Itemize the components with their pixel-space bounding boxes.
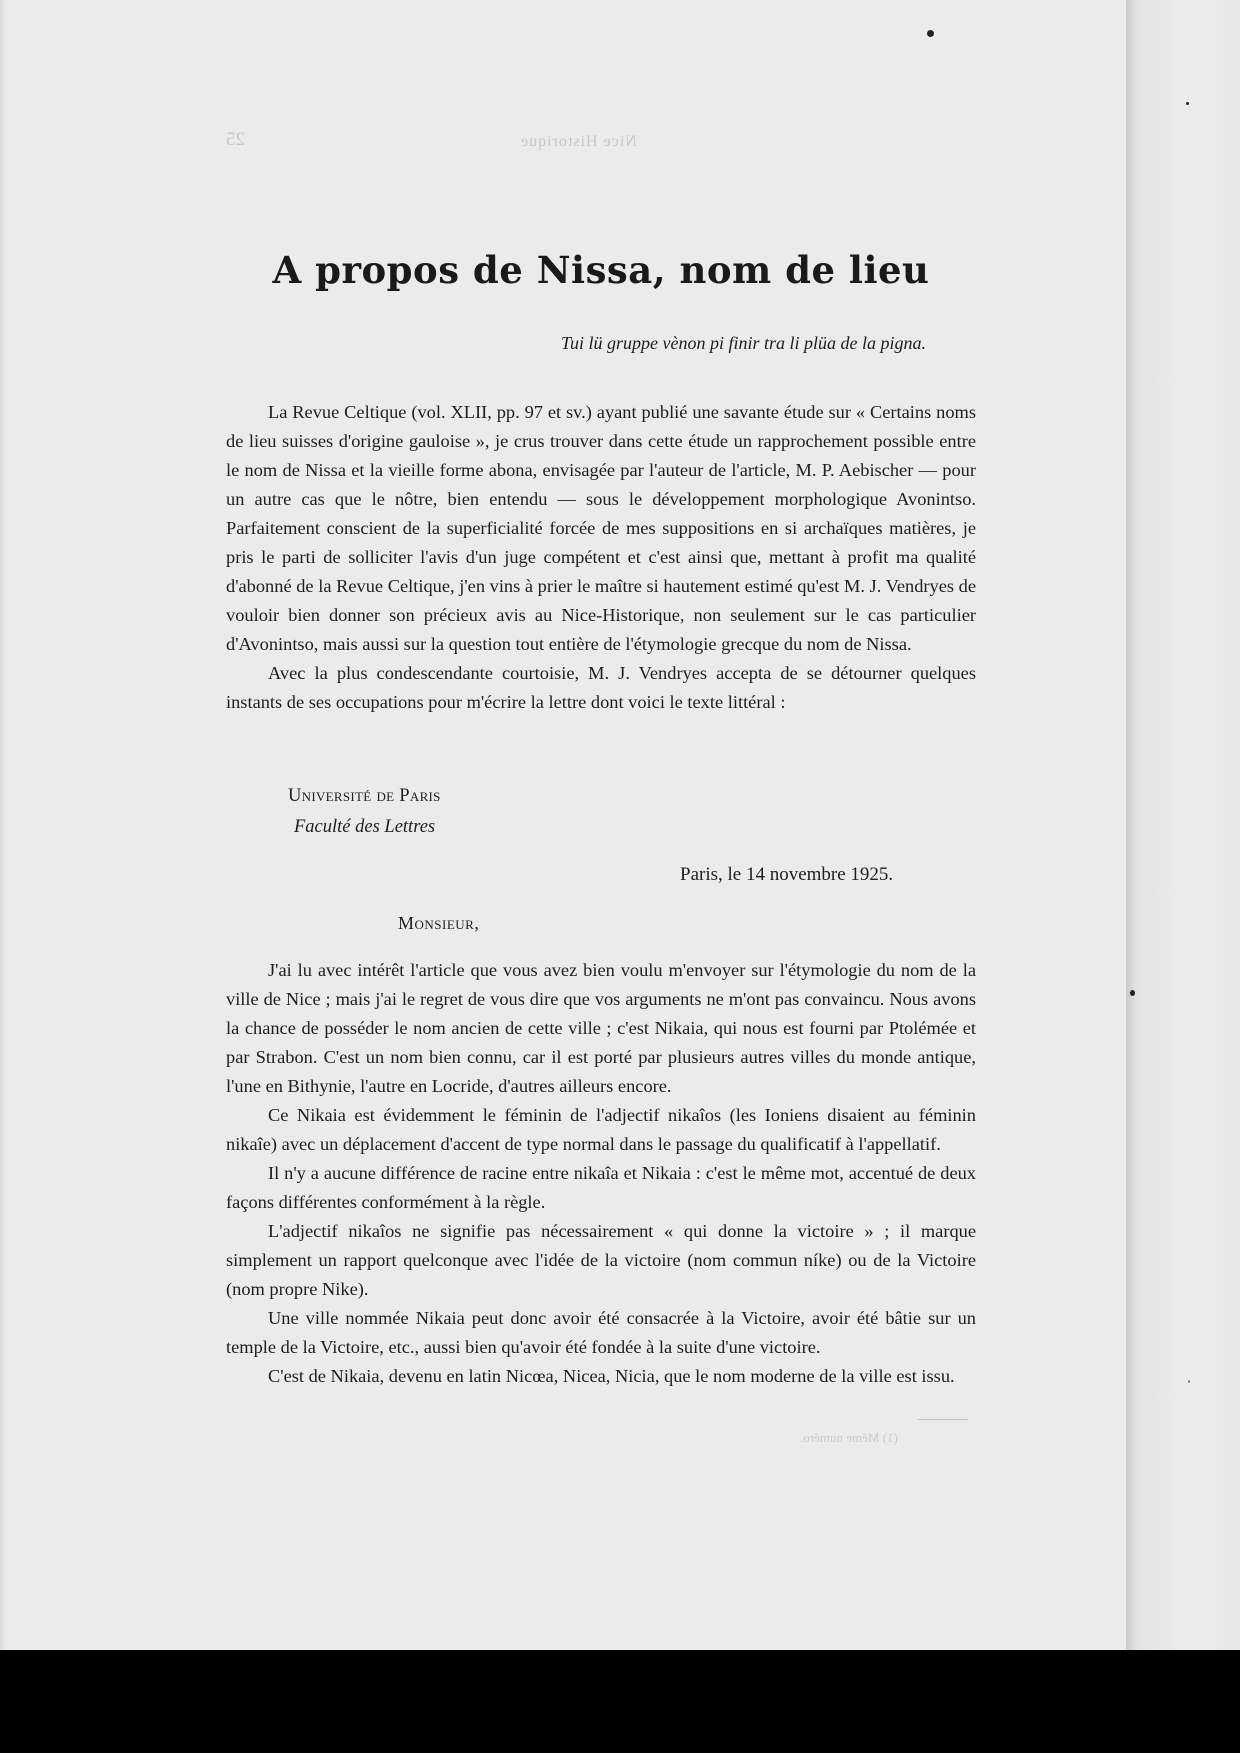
bleed-page-number: 25 <box>226 129 245 150</box>
footnote-rule <box>918 1419 968 1420</box>
letterhead-university: Université de Paris <box>288 786 441 806</box>
adjacent-page-edge <box>1126 0 1240 1650</box>
ink-speck <box>1188 1380 1190 1383</box>
bleed-footnote: (1) Même numéro. <box>800 1430 898 1445</box>
letterhead-faculty: Faculté des Lettres <box>294 817 436 837</box>
ink-speck <box>1130 990 1135 996</box>
intro-paragraph: Avec la plus condescendante courtoisie, M. J. Vendryes accepta de se détourner quelques instants de ses occupations pour m'écrire la lettre dont voici le texte littéral : <box>226 663 976 712</box>
letter-body <box>226 956 976 1391</box>
letter-dateline: Paris, le 14 novembre 1925. <box>680 864 894 885</box>
article-title: A propos de Nissa, nom de lieu <box>272 248 930 292</box>
letter-paragraph: Ce Nikaia est évidemment le féminin de l'adjectif nikaîos (les Ioniens disaient au féminin nikaîe) avec un déplacement d'accent de type normal dans le passage du qualificatif à l'appellatif. <box>226 1105 976 1154</box>
ink-speck <box>927 30 934 37</box>
letter-salutation: Monsieur, <box>398 913 480 933</box>
intro-paragraph: La Revue Celtique (vol. XLII, pp. 97 et sv.) ayant publié une savante étude sur « Certains noms de lieu suisses d'origine gauloise », je crus trouver dans cette étude un rapprochement possible entre le nom de Nissa et la vieille forme abona, envisagée par l'auteur de l'article, M. P. Aebischer — pour un autre cas que le nôtre, bien entendu — sous le développement morphologique Avonintso. Parfaitement conscient de la superficialité forcée de mes suppositions en si archaïques matières, je pris le parti de solliciter l'avis d'un juge compétent et c'est ainsi que, mettant à profit ma qualité d'abonné de la Revue Celtique, j'en vins à prier le maître si hautement estimé qu'est M. J. Vendryes de vouloir bien donner son précieux avis au Nice-Historique, non seulement sur le cas particulier d'Avonintso, mais aussi sur la question tout entière de l'étymologie grecque du nom de Nissa. <box>226 402 976 654</box>
letter-letterhead <box>288 781 688 843</box>
intro-section <box>226 398 976 717</box>
letter-paragraph: J'ai lu avec intérêt l'article que vous avez bien voulu m'envoyer sur l'étymologie du nom de la ville de Nice ; mais j'ai le regret de vous dire que vos arguments ne m'ont pas convaincu. Nous avons la chance de posséder le nom ancien de cette ville ; c'est Nikaia, qui nous est fourni par Ptolémée et par Strabon. C'est un nom bien connu, car il est porté par plusieurs autres villes du monde antique, l'une en Bithynie, l'autre en Locride, d'autres ailleurs encore. <box>226 960 976 1096</box>
letter-paragraph: C'est de Nikaia, devenu en latin Nicœa, Nicea, Nicia, que le nom moderne de la ville est issu. <box>268 1366 955 1386</box>
letter-paragraph: L'adjectif nikaîos ne signifie pas nécessairement « qui donne la victoire » ; il marque simplement un rapport quelconque avec l'idée de la victoire (nom commun níke) ou de la Victoire (nom propre Nike). <box>226 1221 976 1299</box>
ink-speck <box>1186 102 1189 105</box>
letter-paragraph: Une ville nommée Nikaia peut donc avoir été consacrée à la Victoire, avoir été bâtie sur un temple de la Victoire, etc., aussi bien qu'avoir été fondée à la suite d'une victoire. <box>226 1308 976 1357</box>
epigraph: Tui lü gruppe vènon pi finir tra li plüa de la pigna. <box>560 333 926 353</box>
bleed-running-head: Nice Historique <box>520 133 637 150</box>
letter-paragraph: Il n'y a aucune différence de racine entre nikaîa et Nikaia : c'est le même mot, accentué de deux façons différentes conformément à la règle. <box>226 1163 976 1212</box>
page-fold-shadow <box>0 0 6 1650</box>
